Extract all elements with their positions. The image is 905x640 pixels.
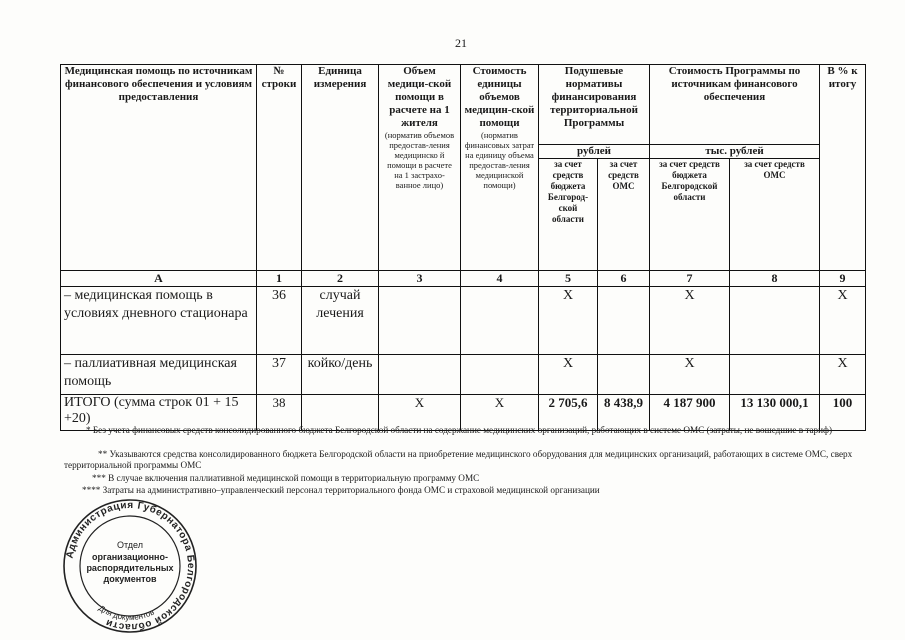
row-c7: Х [650,287,730,355]
index-cell: 8 [730,271,820,287]
index-cell: 5 [539,271,598,287]
row-c4: Х [461,395,539,431]
index-cell: 6 [598,271,650,287]
header-col-6: за счет средств ОМС [598,159,650,271]
row-c9: Х [820,287,866,355]
header-col-9: В % к итогу [820,65,866,271]
header-col-3 [379,65,461,271]
row-c9: 100 [820,395,866,431]
row-c6 [598,355,650,395]
index-cell: 1 [257,271,302,287]
row-c5: Х [539,287,598,355]
table-row [61,287,866,355]
row-label: ИТОГО (сумма строк 01 + 15 +20) [61,395,257,431]
row-c5: 2 705,6 [539,395,598,431]
row-c6 [598,287,650,355]
footnote-2: ** Указываются средства консолидированного бюджета Белгородской области на приобретение медицинского оборудования для медицинских организаций, работающих в системе ОМС, сверх территориальной программы ОМС [64,449,853,470]
row-label: – медицинская помощь в условиях дневного стационара [61,287,257,355]
index-cell: 7 [650,271,730,287]
header-col-4 [461,65,539,271]
row-c9: Х [820,355,866,395]
footnote-1: * Без учета финансовых средств консолидированного бюджета Белгородской области на содержание медицинских организаций, работающих в системе ОМС (затраты, не вошедшие в тариф) [86,425,833,435]
row-c3 [379,355,461,395]
header-col-78: Стоимость Программы по источникам финансового обеспечения [650,65,820,145]
header-col-56: Подушевые нормативы финансирования территориальной Программы [539,65,650,145]
page-number: 21 [455,36,467,50]
header-col-4-note: (норматив финансовых затрат на единицу объема предостав-ления медицинской помощи) [464,130,535,190]
row-c8 [730,355,820,395]
stamp-line-1: Отдел [116,540,144,550]
header-col-4-title: Стоимость единицы объемов медицин-ской помощи [464,65,535,129]
office-stamp [60,496,200,636]
index-cell: 2 [302,271,379,287]
stamp-line-3: распорядительных [86,563,174,573]
row-label: – паллиативная медицинская помощь [61,355,257,395]
header-col-1: № строки [257,65,302,271]
table-row [61,355,866,395]
row-c8: 13 130 000,1 [730,395,820,431]
header-col-7: за счет средств бюджета Белгородской области [650,159,730,271]
header-col-56-unit: рублей [539,145,650,159]
row-c8 [730,287,820,355]
header-col-3-note: (норматив объемов предостав-ления медицинско й помощи в расчете на 1 застрахо-ванное лицо) [384,130,455,190]
index-row [61,271,866,287]
header-col-78-unit: тыс. рублей [650,145,820,159]
header-col-5: за счет средств бюджета Белгород-ской области [539,159,598,271]
row-c5: Х [539,355,598,395]
stamp-line-2: организационно- [91,552,169,562]
stamp-line-4: документов [103,574,157,584]
index-cell: 9 [820,271,866,287]
header-col-8: за счет средств ОМС [730,159,820,271]
row-c4 [461,287,539,355]
svg-text:Для документов [97,603,156,622]
row-c7: 4 187 900 [650,395,730,431]
stamp-ring-text: Администрация Губернатора Белгородской области [64,499,197,633]
row-c4 [461,355,539,395]
header-col-2: Единица измерения [302,65,379,271]
footnote-3: *** В случае включения паллиативной медицинской помощи в территориальную программу ОМС [92,473,480,483]
row-num: 38 [257,395,302,431]
row-c7: Х [650,355,730,395]
footnote-4: **** Затраты на административно–управленческий персонал территориального фонда ОМС и страховой медицинской организации [82,485,600,495]
row-unit: случай лечения [302,287,379,355]
index-cell: 3 [379,271,461,287]
row-num: 37 [257,355,302,395]
row-c3 [379,287,461,355]
row-c3: Х [379,395,461,431]
row-num: 36 [257,287,302,355]
index-cell: А [61,271,257,287]
program-cost-table [60,64,866,431]
row-unit: койко/день [302,355,379,395]
row-c6: 8 438,9 [598,395,650,431]
stamp-ring-bottom: Для документов [97,603,156,623]
header-col-a: Медицинская помощь по источникам финансового обеспечения и условиям предоставления [61,65,257,271]
header-col-3-title: Объем медици-ской помощи в расчете на 1 жителя [387,65,452,129]
index-cell: 4 [461,271,539,287]
